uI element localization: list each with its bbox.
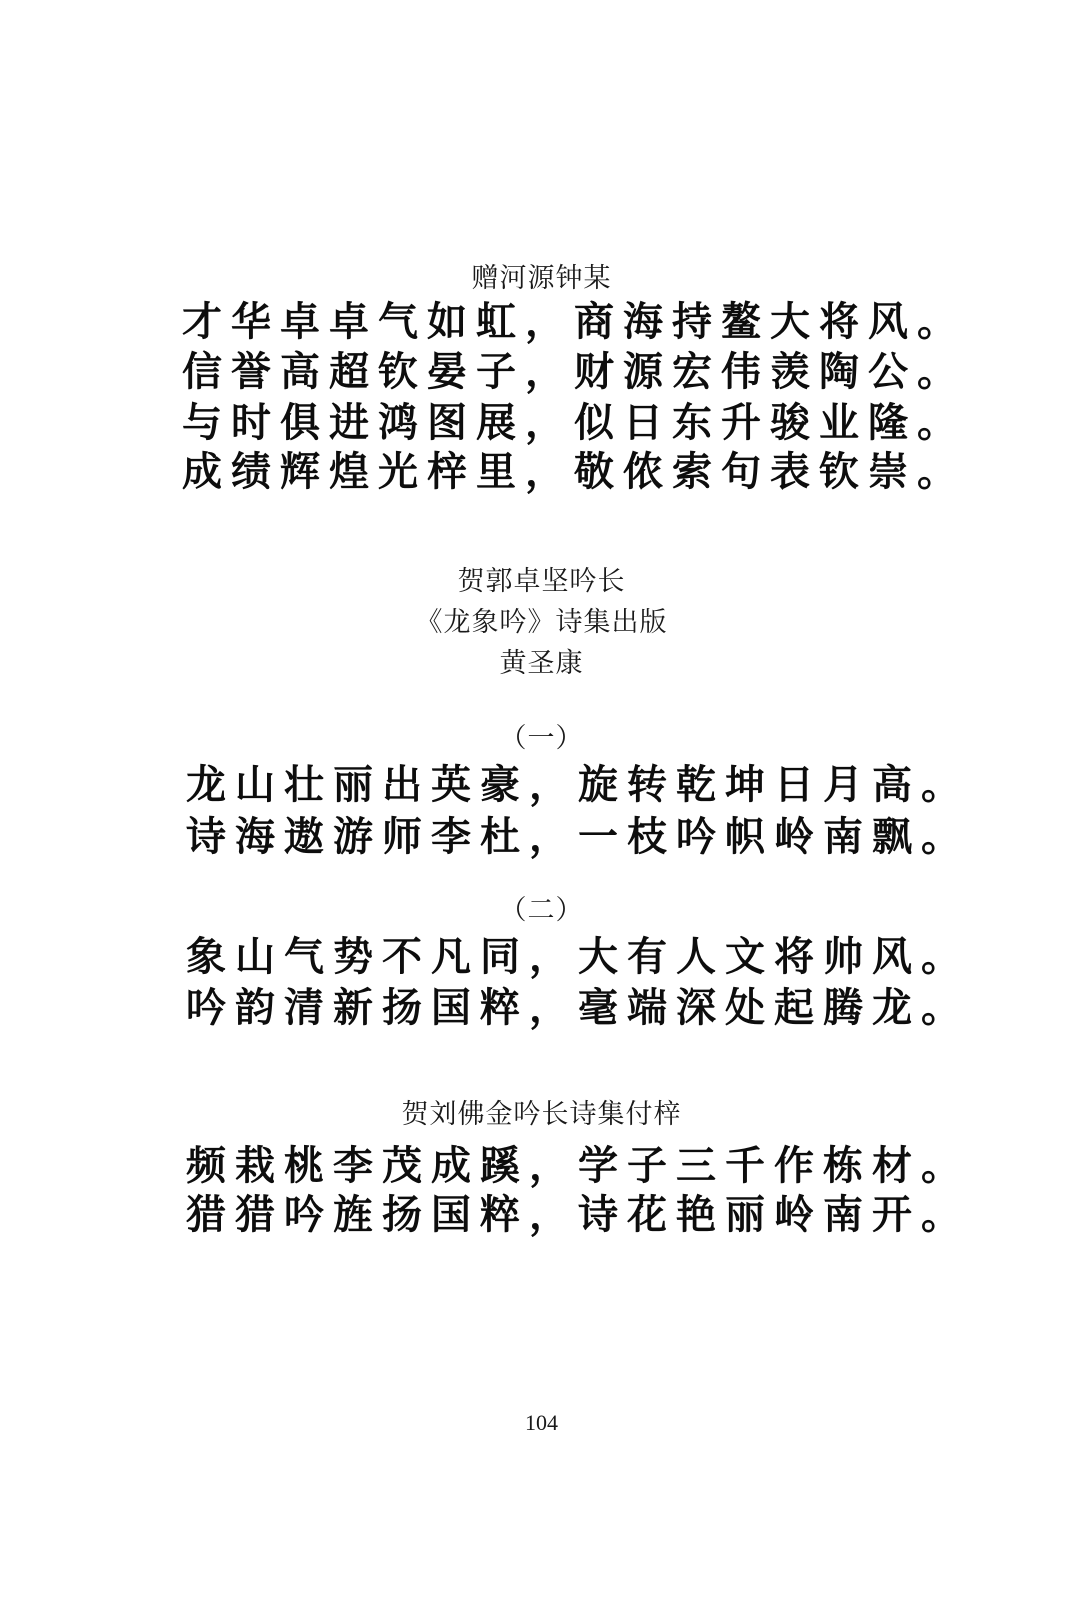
poem2-section1-line-1: 龙山壮丽出英豪，旋转乾坤日月高。	[186, 761, 970, 808]
poem1-title: 赠河源钟某	[471, 263, 612, 294]
page-number: 104	[525, 1410, 558, 1435]
poem2-section2-line-2: 吟韵清新扬国粹，毫端深处起腾龙。	[186, 984, 970, 1031]
poem2-section1-line-2: 诗海遨游师李杜，一枝吟帜岭南飘。	[186, 813, 970, 860]
poem2-section1-label: （一）	[499, 723, 584, 754]
poem3-title: 贺刘佛金吟长诗集付梓	[401, 1099, 682, 1130]
poem1-line-4: 成绩辉煌光梓里，敬侬索句表钦崇。	[182, 448, 966, 495]
poem1-line-3: 与时俱进鸿图展，似日东升骏业隆。	[182, 399, 966, 446]
poem3-line-2: 猎猎吟旌扬国粹，诗花艳丽岭南开。	[186, 1191, 970, 1238]
poem2-title-line2: 《龙象吟》诗集出版	[415, 607, 668, 638]
poem2-author: 黄圣康	[499, 648, 584, 679]
poem2-section2-line-1: 象山气势不凡同，大有人文将帅风。	[186, 933, 970, 980]
poem1-line-1: 才华卓卓气如虹，商海持鳌大将风。	[182, 298, 966, 345]
poem2-title-line1: 贺郭卓坚吟长	[457, 566, 626, 597]
poem1-line-2: 信誉高超钦晏子，财源宏伟羡陶公。	[182, 348, 966, 395]
poem3-line-1: 频栽桃李茂成蹊，学子三千作栋材。	[186, 1142, 970, 1189]
poem2-section2-label: （二）	[499, 895, 584, 926]
